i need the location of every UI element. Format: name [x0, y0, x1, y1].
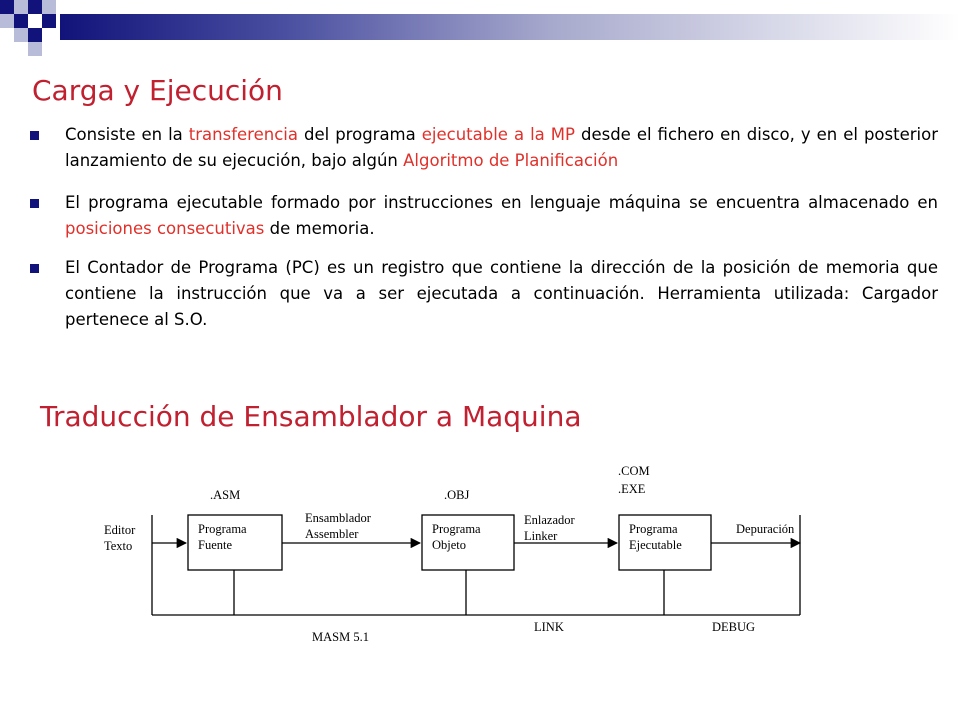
box3-extension: .COM	[618, 464, 650, 478]
debug-output-label: Depuración	[736, 522, 795, 536]
deco-square	[28, 28, 42, 42]
bullet-item	[30, 122, 938, 174]
linker-label: Enlazador	[524, 513, 575, 527]
deco-square	[28, 14, 42, 28]
deco-square	[14, 14, 28, 28]
deco-square	[42, 0, 56, 14]
deco-square	[28, 42, 42, 56]
bullet-item	[30, 190, 938, 242]
deco-square	[42, 14, 56, 28]
box1-extension: .ASM	[210, 488, 241, 502]
highlighted-text: ejecutable a la MP	[421, 125, 575, 144]
bullet-text: El Contador de Programa (PC) es un registro que contiene la dirección de la posición de memoria que contiene la instrucción que va a ser ejecutada a continuación. Herramienta utilizada: Cargador pertenece al S.O.	[65, 258, 938, 329]
tool-masm-label: MASM 5.1	[312, 630, 369, 644]
input-label: Texto	[104, 539, 133, 553]
deco-square	[14, 28, 28, 42]
deco-square	[28, 0, 42, 14]
deco-square	[14, 0, 28, 14]
linker-label: Linker	[524, 529, 558, 543]
box3-text: Programa	[629, 522, 678, 536]
input-label: Editor	[104, 523, 136, 537]
bullet-text: del programa	[297, 125, 422, 144]
slide-subtitle: Traducción de Ensamblador a Maquina	[40, 400, 582, 433]
box1-text: Programa	[198, 522, 247, 536]
box2-extension: .OBJ	[444, 488, 470, 502]
tool-debug-label: DEBUG	[712, 620, 756, 634]
box2-text: Programa	[432, 522, 481, 536]
highlighted-text: Algoritmo de Planificación	[403, 151, 619, 170]
bullet-list	[30, 122, 938, 349]
box2-text: Objeto	[432, 538, 467, 552]
bullet-item	[30, 255, 938, 333]
bullet-text: El programa ejecutable formado por instrucciones en lenguaje máquina se encuentra almacenado en	[65, 193, 938, 212]
bullet-text: Consiste en la	[65, 125, 189, 144]
box1-text: Fuente	[198, 538, 233, 552]
slide-title: Carga y Ejecución	[32, 74, 283, 107]
box3-extension: .EXE	[618, 482, 646, 496]
deco-square	[0, 0, 14, 14]
box3-text: Ejecutable	[629, 538, 682, 552]
assembler-label: Ensamblador	[305, 511, 371, 525]
highlighted-text: posiciones consecutivas	[65, 219, 265, 238]
bullet-text: de memoria.	[264, 219, 375, 238]
assembly-flow-diagram	[0, 455, 960, 695]
header-gradient-bar	[60, 14, 960, 40]
highlighted-text: transferencia	[188, 125, 298, 144]
deco-square	[0, 14, 14, 28]
bullet-text: desde el fichero en disco, y en el posterior lanzamiento de su ejecución, bajo algún	[65, 125, 938, 170]
assembler-label: Assembler	[305, 527, 359, 541]
tool-link-label: LINK	[534, 620, 564, 634]
